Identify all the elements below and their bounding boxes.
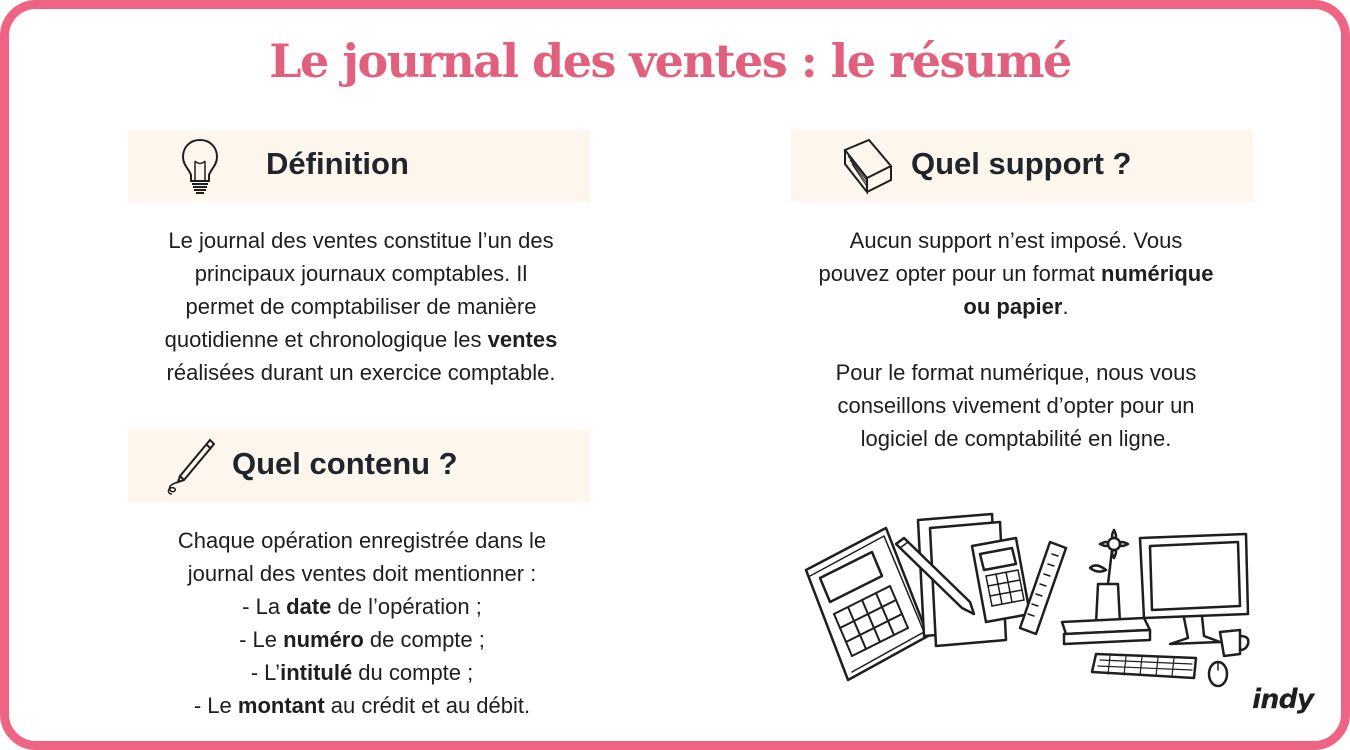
monitor-icon xyxy=(1140,534,1248,644)
flower-vase-icon xyxy=(1090,530,1128,624)
keyboard-icon xyxy=(1092,654,1196,678)
mug-icon xyxy=(1220,630,1248,656)
contenu-item: - Le montant au crédit et au débit. xyxy=(193,693,531,718)
definition-line: réalisées durant un exercice comptable. xyxy=(166,360,556,385)
definition-header xyxy=(128,130,590,202)
contenu-heading: Quel contenu ? xyxy=(232,446,458,481)
support-line: ou papier. xyxy=(963,294,1069,319)
support-line: conseillons vivement d’opter pour un xyxy=(837,393,1195,418)
contenu-header xyxy=(128,430,590,502)
definition-heading: Définition xyxy=(266,146,409,181)
office-supplies-illustration xyxy=(800,510,1260,695)
support-line: logiciel de comptabilité en ligne. xyxy=(860,426,1172,451)
page-title: Le journal des ventes : le résumé xyxy=(269,34,1071,88)
definition-line: Le journal des ventes constitue l’un des xyxy=(168,228,554,253)
definition-text xyxy=(128,224,594,389)
support-line: Pour le format numérique, nous vous xyxy=(835,360,1197,385)
support-header xyxy=(791,130,1253,202)
contenu-text xyxy=(110,524,614,722)
support-heading: Quel support ? xyxy=(911,146,1132,181)
contenu-item: - La date de l’opération ; xyxy=(242,594,482,619)
contenu-item: - L’intitulé du compte ; xyxy=(250,660,474,685)
lightbulb-icon xyxy=(180,136,220,196)
ruler-icon xyxy=(1020,542,1066,634)
brand-logo: indy xyxy=(1252,684,1314,715)
pencil-icon xyxy=(162,434,218,498)
books-icon xyxy=(1062,618,1150,644)
definition-line: permet de comptabiliser de manière xyxy=(185,294,537,319)
support-text xyxy=(766,224,1266,455)
book-icon xyxy=(839,136,895,198)
mouse-icon xyxy=(1209,662,1227,686)
contenu-intro-line: journal des ventes doit mentionner : xyxy=(187,561,537,586)
definition-line: quotidienne et chronologique les ventes xyxy=(164,327,558,352)
contenu-item: - Le numéro de compte ; xyxy=(239,627,485,652)
contenu-intro-line: Chaque opération enregistrée dans le xyxy=(177,528,547,553)
support-line: pouvez opter pour un format numérique xyxy=(818,261,1214,286)
definition-line: principaux journaux comptables. Il xyxy=(194,261,528,286)
support-line: Aucun support n’est imposé. Vous xyxy=(849,228,1183,253)
